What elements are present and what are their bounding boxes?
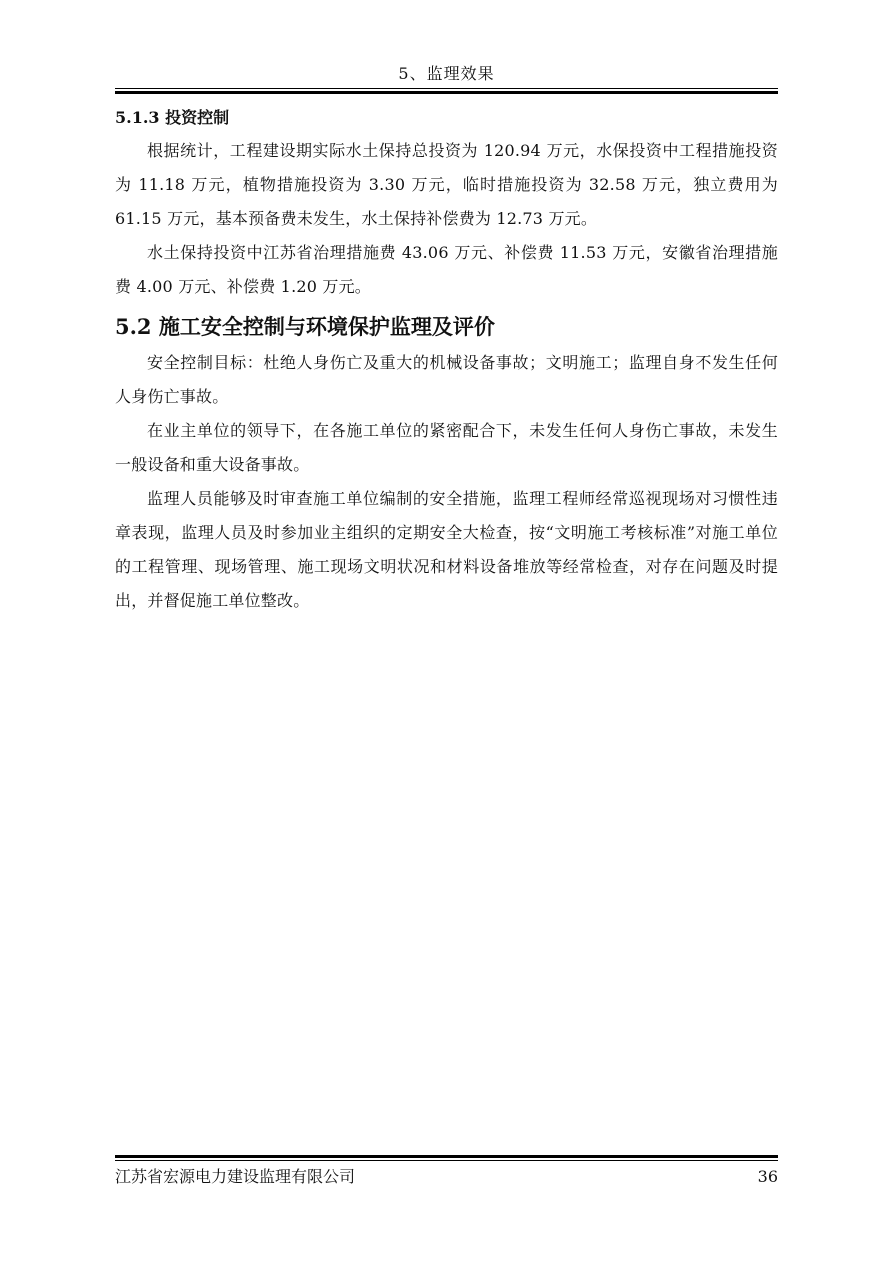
section-heading-5-2: 5.2 施工安全控制与环境保护监理及评价 <box>115 314 495 339</box>
footer-rule-thin <box>115 1160 778 1161</box>
paragraph: 安全控制目标：杜绝人身伤亡及重大的机械设备事故；文明施工；监理自身不发生任何人身伤亡事故。 <box>115 353 778 406</box>
section-heading-5-1-3: 5.1.3 投资控制 <box>115 108 230 127</box>
page-body <box>115 106 778 618</box>
paragraph: 监理人员能够及时审查施工单位编制的安全措施，监理工程师经常巡视现场对习惯性违章表现，监理人员及时参加业主组织的定期安全大检查，按“文明施工考核标准”对施工单位的工程管理、现场管理、施工现场文明状况和材料设备堆放等经常检查，对存在问题及时提出，并督促施工单位整改。 <box>115 489 778 610</box>
paragraph: 在业主单位的领导下，在各施工单位的紧密配合下，未发生任何人身伤亡事故，未发生一般设备和重大设备事故。 <box>115 421 778 474</box>
paragraph: 根据统计，工程建设期实际水土保持总投资为 120.94 万元，水保投资中工程措施投资为 11.18 万元，植物措施投资为 3.30 万元，临时措施投资为 32.58 万元，独立费用为 61.15 万元，基本预备费未发生，水土保持补偿费为 12.73 万元。 <box>115 141 778 228</box>
paragraph: 水土保持投资中江苏省治理措施费 43.06 万元、补偿费 11.53 万元，安徽省治理措施费 4.00 万元、补偿费 1.20 万元。 <box>115 243 778 296</box>
running-header-title: 5、监理效果 <box>398 64 495 83</box>
page-number: 36 <box>757 1167 778 1186</box>
header-rule-thick <box>115 91 778 94</box>
footer-company-name: 江苏省宏源电力建设监理有限公司 <box>115 1167 356 1186</box>
header-rule-thin <box>115 88 778 89</box>
footer-rule-thick <box>115 1155 778 1158</box>
